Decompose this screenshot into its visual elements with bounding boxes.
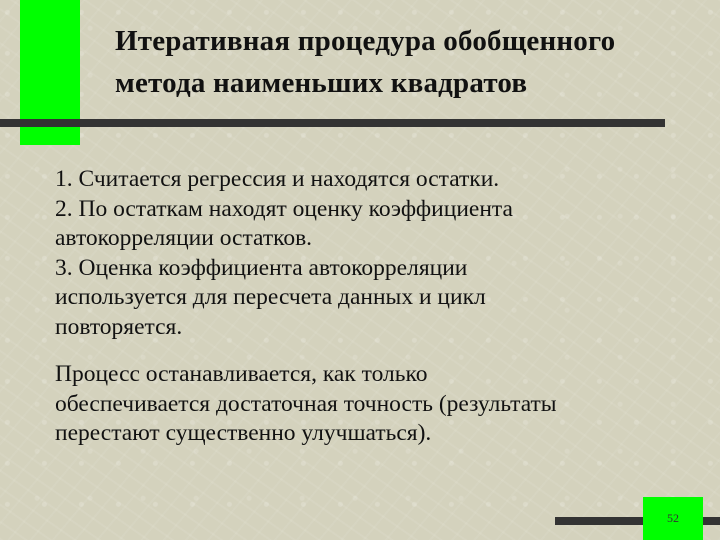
title-divider (0, 119, 665, 127)
list-item-1: 1. Считается регрессия и находятся остатки. (55, 166, 500, 192)
title-line-1: Итеративная процедура обобщенного (115, 25, 616, 57)
slide-body (55, 165, 695, 449)
list-item-3: 3. Оценка коэффициента автокорреляции используется для пересчета данных и цикл повторяется. (55, 254, 486, 340)
list-item-2: 2. По остаткам находят оценку коэффициента автокорреляции остатков. (55, 195, 513, 251)
page-number: 52 (643, 497, 703, 540)
stop-condition-paragraph: Процесс останавливается, как только обеспечивается достаточная точность (результаты перестают существенно улучшаться). (55, 361, 557, 446)
slide-title (115, 20, 695, 104)
title-line-2: метода наименьших квадратов (115, 67, 528, 99)
